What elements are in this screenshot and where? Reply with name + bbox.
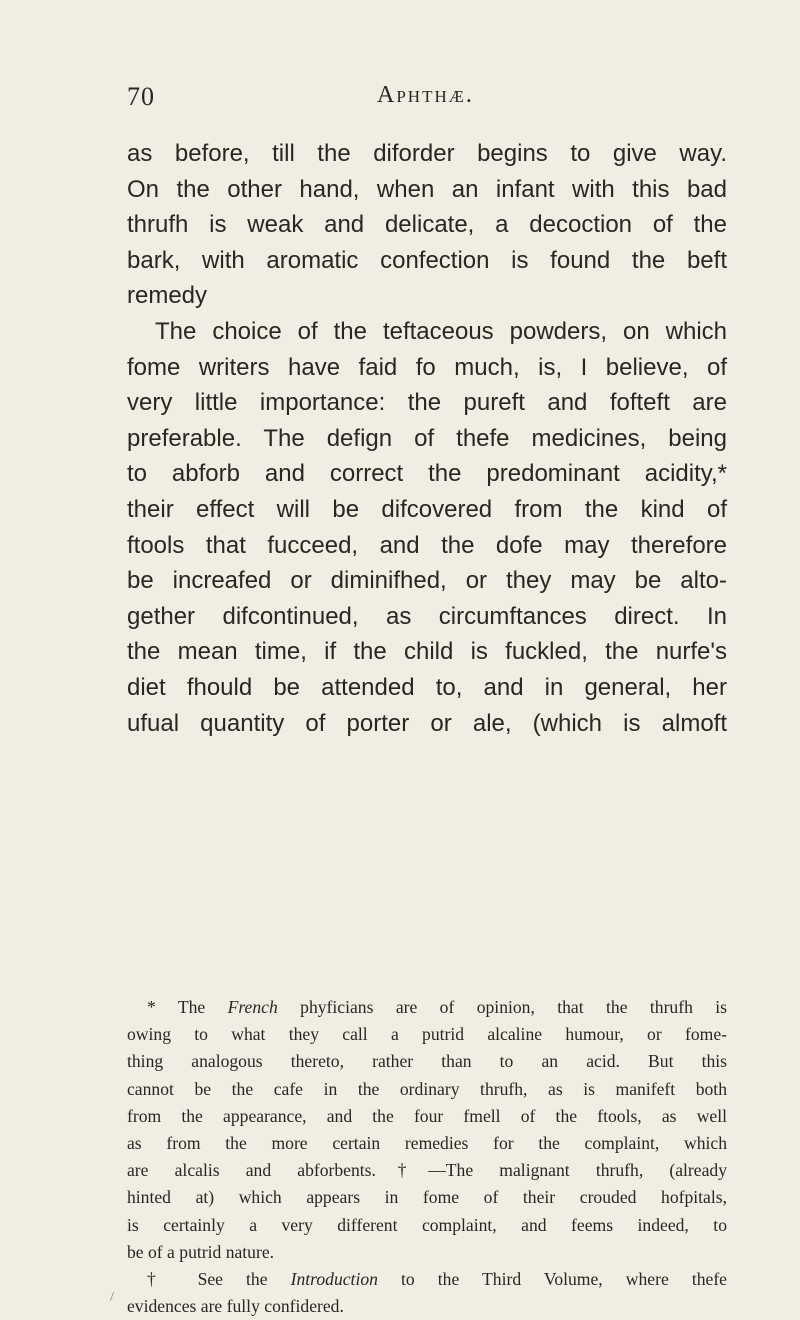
footnote-line: hinted at) which appears in fome of their crouded hofpitals, (127, 1187, 727, 1208)
page-number: 70 (127, 82, 155, 111)
footnotes (127, 994, 727, 1320)
footnote-text: See the (197, 1269, 268, 1290)
page-edge-mark: / (110, 1290, 114, 1305)
body-line: On the other hand, when an infant with this bad (127, 175, 727, 203)
footnote-line: cannot be the cafe in the ordinary thrufh, as is manifeft both (127, 1078, 727, 1099)
body-line: remedy (127, 282, 208, 310)
footnote-text: to the Third Volume, where thefe (401, 1269, 727, 1290)
footnote-italic: Introduction (290, 1269, 378, 1290)
body-line: gether difcontinued, as circumftances direct. In (127, 602, 727, 630)
footnote-text: The (177, 997, 206, 1017)
running-title: Aphthæ. (377, 82, 474, 108)
footnote-line: are alcalis and abforbents.†—The malignant thrufh, (already (127, 1160, 727, 1181)
body-line: The choice of the teftaceous powders, on which (155, 317, 727, 345)
body-line: as before, till the diforder begins to give way. (127, 140, 727, 167)
body-line: diet fhould be attended to, and in general, her (127, 673, 727, 701)
footnote-mark: † (147, 1269, 175, 1290)
body-text (127, 136, 727, 741)
footnote-line: evidences are fully confidered. (127, 1296, 344, 1317)
body-line: ftools that fucceed, and the dofe may therefore (127, 531, 727, 559)
footnote-text: phyficians are of opinion, that the thrufh is (300, 997, 727, 1017)
page-header (127, 82, 727, 122)
footnote-mark: * (147, 997, 156, 1017)
body-line: their effect will be difcovered from the kind of (127, 495, 727, 523)
body-line: be increafed or diminifhed, or they may be alto- (127, 567, 727, 595)
footnote-first-line (127, 994, 727, 1021)
footnote-line: from the appearance, and the four fmell of the ftools, as well (127, 1105, 727, 1126)
body-line: bark, with aromatic confection is found the beft (127, 246, 727, 274)
footnote-line: be of a putrid nature. (127, 1241, 275, 1262)
body-line: thrufh is weak and delicate, a decoction of the (127, 211, 727, 239)
footnote-line: thing analogous thereto, rather than to an acid. But this (127, 1051, 727, 1072)
footnote-line: owing to what they call a putrid alcaline humour, or fome- (127, 1024, 727, 1045)
body-line: to abforb and correct the predominant acidity,* (127, 460, 727, 488)
body-line: ufual quantity of porter or ale, (which is almoft (127, 709, 727, 737)
footnote-line: as from the more certain remedies for the complaint, which (127, 1133, 727, 1154)
footnote-second-line (127, 1266, 727, 1293)
body-line: very little importance: the pureft and fofteft are (127, 389, 727, 417)
body-line: preferable. The defign of thefe medicines, being (127, 424, 727, 452)
body-line: the mean time, if the child is fuckled, the nurfe's (127, 638, 727, 666)
footnote-line: is certainly a very different complaint, and feems indeed, to (127, 1214, 727, 1235)
footnote-italic: French (227, 997, 278, 1017)
body-line: fome writers have faid fo much, is, I believe, of (127, 353, 727, 381)
